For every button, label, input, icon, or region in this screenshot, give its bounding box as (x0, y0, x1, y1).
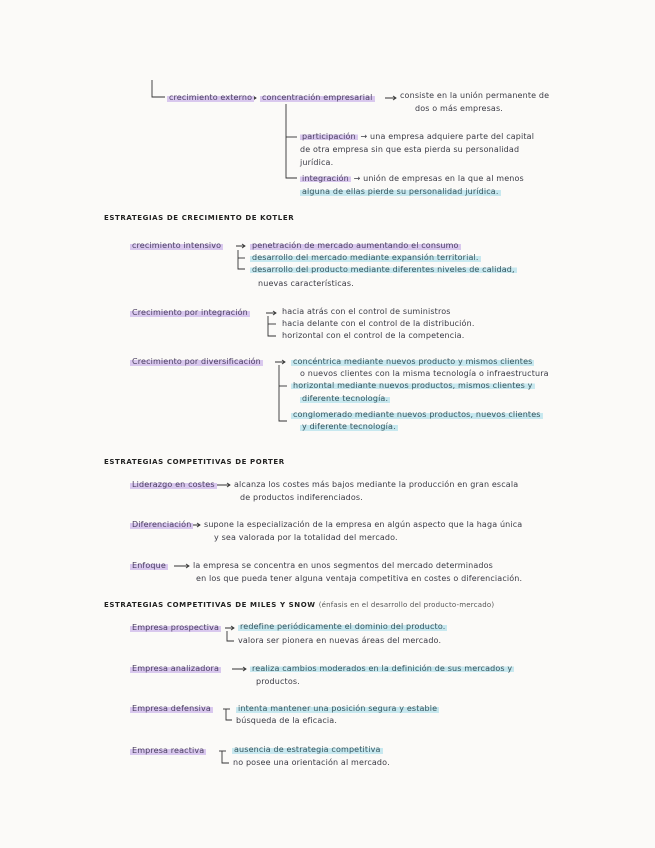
concentracion-label: concentración empresarial (262, 93, 373, 102)
crecimiento-integracion-label: Crecimiento por integración (132, 308, 248, 317)
enfoque-desc-1: la empresa se concentra en unos segmentos del mercado determinados (193, 561, 493, 570)
integracion-line-2: alguna de ellas pierde su personalidad jurídica. (302, 187, 499, 196)
liderazgo-desc-1: alcanza los costes más bajos mediante la producción en gran escala (234, 480, 519, 489)
defensiva-item-2: búsqueda de la eficacia. (236, 716, 338, 725)
defensiva-item-1: intenta mantener una posición segura y estable (238, 704, 438, 713)
diversificacion-item-2: horizontal mediante nuevos productos, mismos clientes y (293, 381, 533, 390)
intensivo-item-3b: nuevas características. (258, 279, 354, 288)
integracion-label: integración (302, 174, 349, 183)
prospectiva-item-1: redefine periódicamente el dominio del producto. (240, 622, 446, 631)
participacion-line-3: jurídica. (300, 158, 334, 167)
participacion-line-2: de otra empresa sin que esta pierda su personalidad (300, 145, 520, 154)
crecimiento-intensivo-label: crecimiento intensivo (132, 241, 222, 250)
diversificacion-item-3b: y diferente tecnología. (302, 422, 396, 431)
reactiva-item-1: ausencia de estrategia competitiva (234, 745, 381, 754)
participacion-line-1: participación → una empresa adquiere parte del capital (302, 132, 535, 141)
concentracion-desc-2: dos o más empresas. (415, 104, 503, 113)
participacion-label: participación (302, 132, 356, 141)
intensivo-item-3: desarrollo del producto mediante diferentes niveles de calidad, (252, 265, 515, 274)
miles-snow-heading: ESTRATEGIAS COMPETITIVAS DE MILES Y SNOW (énfasis en el desarrollo del producto-mercado) (104, 601, 495, 609)
reactiva-label: Empresa reactiva (132, 746, 205, 755)
analizadora-desc-1: realiza cambios moderados en la definición de sus mercados y (252, 664, 513, 673)
integracion-item-3: horizontal con el control de la competencia. (282, 331, 465, 340)
analizadora-label: Empresa analizadora (132, 664, 220, 673)
diversificacion-item-1b: o nuevos clientes con la misma tecnología o infraestructura (300, 369, 549, 378)
kotler-heading: ESTRATEGIAS DE CRECIMIENTO DE KOTLER (104, 214, 295, 222)
diferenciacion-desc-2: y sea valorada por la totalidad del mercado. (214, 533, 398, 542)
defensiva-label: Empresa defensiva (132, 704, 211, 713)
prospectiva-item-2: valora ser pionera en nuevas áreas del mercado. (238, 636, 442, 645)
miles-snow-note: (énfasis en el desarrollo del producto-mercado) (318, 601, 495, 609)
diversificacion-item-2b: diferente tecnología. (302, 394, 389, 403)
porter-heading: ESTRATEGIAS COMPETITIVAS DE PORTER (104, 458, 285, 466)
crecimiento-externo-label: crecimiento externo (169, 93, 253, 102)
integracion-item-2: hacia delante con el control de la distribución. (282, 319, 475, 328)
diversificacion-item-1: concéntrica mediante nuevos producto y mismos clientes (293, 357, 533, 366)
prospectiva-label: Empresa prospectiva (132, 623, 220, 632)
liderazgo-label: Liderazgo en costes (132, 480, 215, 489)
analizadora-desc-2: productos. (256, 677, 300, 686)
liderazgo-desc-2: de productos indiferenciados. (240, 493, 363, 502)
reactiva-item-2: no posee una orientación al mercado. (233, 758, 390, 767)
diferenciacion-label: Diferenciación (132, 520, 192, 529)
crecimiento-diversificacion-label: Crecimiento por diversificación (132, 357, 261, 366)
integracion-item-1: hacia atrás con el control de suministros (282, 307, 451, 316)
intensivo-item-1: penetración de mercado aumentando el consumo (252, 241, 459, 250)
enfoque-label: Enfoque (132, 561, 166, 570)
diversificacion-item-3: conglomerado mediante nuevos productos, nuevos clientes (293, 410, 541, 419)
integracion-line-1: integración → unión de empresas en la que al menos (302, 174, 524, 183)
diferenciacion-desc-1: supone la especialización de la empresa en algún aspecto que la haga única (204, 520, 523, 529)
concentracion-desc-1: consiste en la unión permanente de (400, 91, 550, 100)
intensivo-item-2: desarrollo del mercado mediante expansión territorial. (252, 253, 479, 262)
enfoque-desc-2: en los que pueda tener alguna ventaja competitiva en costes o diferenciación. (196, 574, 523, 583)
